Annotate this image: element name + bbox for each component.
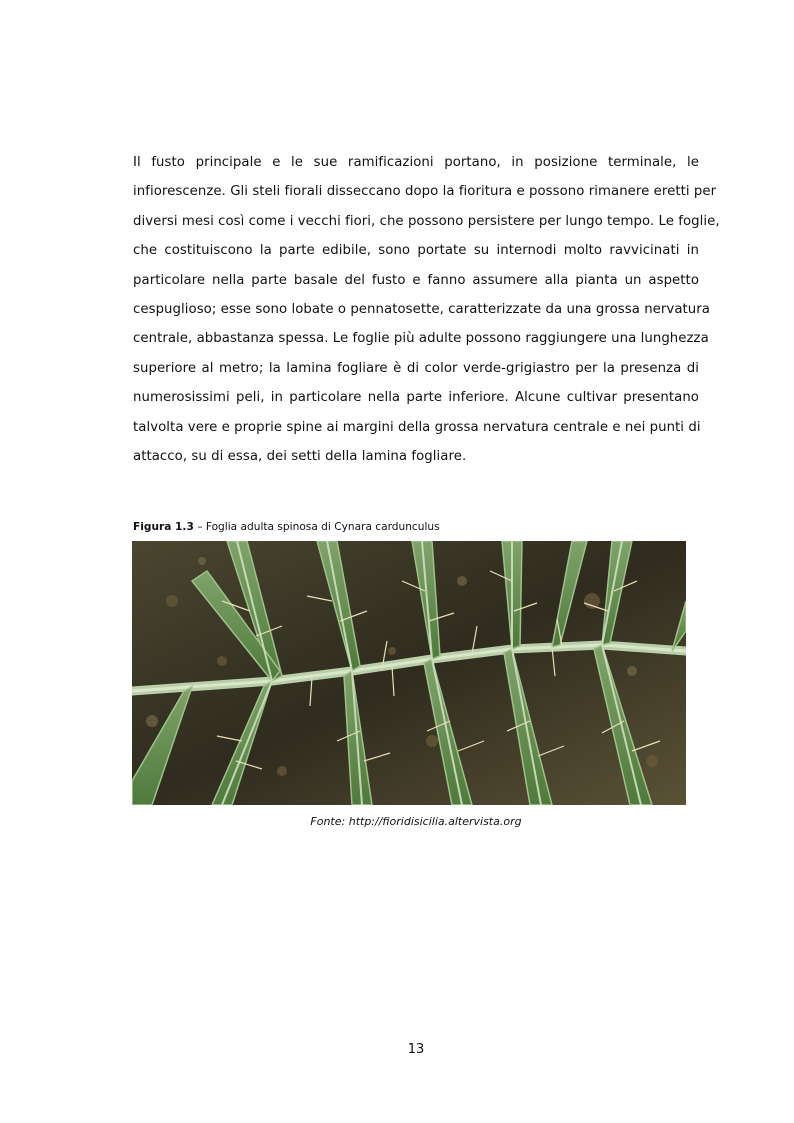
- paragraph-line: che costituiscono la parte edibile, sono portate su internodi molto ravvicinati in: [133, 243, 699, 259]
- paragraph-line: cespuglioso; esse sono lobate o pennatosette, caratterizzate da una grossa nervatura: [133, 301, 711, 317]
- paragraph-line: infiorescenze. Gli steli fiorali disseccano dopo la fioritura e possono rimanere eretti per: [133, 184, 717, 200]
- paragraph-line: particolare nella parte basale del fusto e fanno assumere alla pianta un aspetto: [133, 272, 699, 288]
- paragraph-line: superiore al metro; la lamina fogliare è di color verde-grigiastro per la presenza di: [133, 360, 699, 376]
- page-number: 13: [407, 1042, 425, 1057]
- figure-caption: [133, 519, 440, 535]
- figure-label: Figura 1.3: [133, 521, 194, 533]
- paragraph-line: Il fusto principale e le sue ramificazioni portano, in posizione terminale, le: [133, 155, 699, 170]
- figure-source: Fonte: http://fioridisicilia.altervista.org: [310, 815, 522, 828]
- paragraph-line: talvolta vere e proprie spine ai margini della grossa nervatura centrale e nei punti di: [133, 419, 701, 435]
- paragraph-line: attacco, su di essa, dei setti della lamina fogliare.: [133, 448, 467, 464]
- figure-caption-text: – Foglia adulta spinosa di Cynara cardunculus: [193, 521, 440, 533]
- body-paragraph: [133, 148, 720, 471]
- spiny-leaf-photo: [132, 541, 686, 805]
- paragraph-line: numerosissimi peli, in particolare nella parte inferiore. Alcune cultivar presentano: [133, 390, 699, 406]
- paragraph-line: centrale, abbastanza spessa. Le foglie più adulte possono raggiungere una lunghezza: [133, 331, 709, 347]
- paragraph-line: diversi mesi così come i vecchi fiori, che possono persistere per lungo tempo. Le foglie,: [133, 213, 720, 229]
- leaf-illustration: [132, 541, 686, 805]
